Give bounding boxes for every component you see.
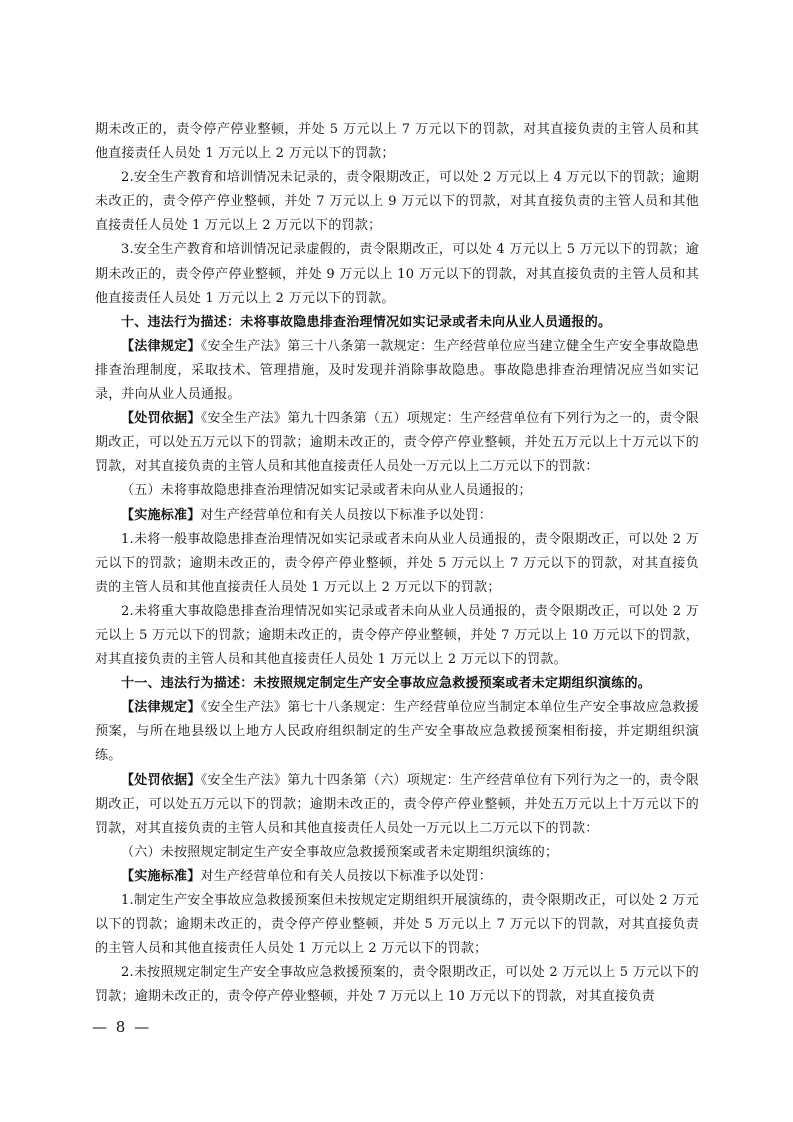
paragraph-text: 3.安全生产教育和培训情况记录虚假的，责令限期改正，可以处 4 万元以上 5 万元以下的罚款；逾期未改正的，责令停产停业整顿，并处 9 万元以上 10 万元以下的罚款，对其直接负责的主管人员和其他直接责任人员处 1 万元以上 2 万元以下的罚款。 xyxy=(95,242,699,306)
paragraph-text: 1.制定生产安全事故应急救援预案但未按规定定期组织开展演练的，责令限期改正，可以处 2 万元以下的罚款；逾期未改正的，责令停产停业整顿，并处 5 万元以上 7 万元以下的罚款，对其直接负责的主管人员和其他直接责任人员处 1 万元以上 2 万元以下的罚款； xyxy=(95,893,699,957)
paragraph-text: 期未改正的，责令停产停业整顿，并处 5 万元以上 7 万元以下的罚款，对其直接负责的主管人员和其他直接责任人员处 1 万元以上 2 万元以下的罚款； xyxy=(95,122,699,162)
tagged-paragraph xyxy=(95,696,699,768)
paragraph-text: 对生产经营单位和有关人员按以下标准予以处罚： xyxy=(200,868,493,884)
paragraph xyxy=(95,961,699,1009)
paragraph-text: 《安全生产法》第七十八条规定：生产经营单位应当制定本单位生产安全事故应急救援预案，与所在地县级以上地方人民政府组织制定的生产安全事故应急救援预案相衔接，并定期组织演练。 xyxy=(95,700,699,764)
section-heading xyxy=(95,672,699,696)
paragraph xyxy=(95,600,699,672)
paragraph xyxy=(95,889,699,961)
paragraph-text: 1.未将一般事故隐患排查治理情况如实记录或者未向从业人员通报的，责令限期改正，可以处 2 万元以下的罚款；逾期未改正的，责令停产停业整顿，并处 5 万元以上 7 万元以下的罚款，对其直接负责的主管人员和其他直接责任人员处 1 万元以上 2 万元以下的罚款； xyxy=(95,531,699,595)
section-heading xyxy=(95,311,699,335)
tagged-paragraph xyxy=(95,504,699,528)
paragraph-tag: 【处罚依据】 xyxy=(121,772,201,788)
paragraph xyxy=(95,238,699,310)
paragraph-text: （六）未按照规定制定生产安全事故应急救援预案或者未定期组织演练的； xyxy=(121,844,559,860)
paragraph xyxy=(95,841,699,865)
paragraph-text: （五）未将事故隐患排查治理情况如实记录或者未向从业人员通报的； xyxy=(121,483,532,499)
tagged-paragraph xyxy=(95,865,699,889)
paragraph xyxy=(95,528,699,600)
paragraph-text: 《安全生产法》第九十四条第（六）项规定：生产经营单位有下列行为之一的，责令限期改正，可以处五万元以下的罚款；逾期未改正的，责令停产停业整顿，并处五万元以上十万元以下的罚款，对其直接负责的主管人员和其他直接责任人员处一万元以上二万元以下的罚款： xyxy=(95,772,699,836)
paragraph-text: 《安全生产法》第九十四条第（五）项规定：生产经营单位有下列行为之一的，责令限期改正，可以处五万元以下的罚款；逾期未改正的，责令停产停业整顿，并处五万元以上十万元以下的罚款，对其直接负责的主管人员和其他直接责任人员处一万元以上二万元以下的罚款： xyxy=(95,411,699,475)
paragraph-tag: 【法律规定】 xyxy=(121,700,201,716)
paragraph-text: 2.未按照规定制定生产安全事故应急救援预案的，责令限期改正，可以处 2 万元以上 5 万元以下的罚款；逾期未改正的，责令停产停业整顿，并处 7 万元以上 10 万元以下的罚款，对其直接负责 xyxy=(95,965,699,1005)
tagged-paragraph xyxy=(95,335,699,407)
paragraph-tag: 【处罚依据】 xyxy=(121,411,201,427)
paragraph-text: 对生产经营单位和有关人员按以下标准予以处罚： xyxy=(200,507,493,523)
paragraph-text: 2.安全生产教育和培训情况未记录的，责令限期改正，可以处 2 万元以上 4 万元以下的罚款；逾期未改正的，责令停产停业整顿，并处 7 万元以上 9 万元以下的罚款，对其直接负责的主管人员和其他直接责任人员处 1 万元以上 2 万元以下的罚款； xyxy=(95,170,699,234)
paragraph-text: 《安全生产法》第三十八条第一款规定：生产经营单位应当建立健全生产安全事故隐患排查治理制度，采取技术、管理措施，及时发现并消除事故隐患。事故隐患排查治理情况应当如实记录，并向从业人员通报。 xyxy=(95,338,699,403)
paragraph xyxy=(95,166,699,238)
paragraph-tag: 【法律规定】 xyxy=(121,338,201,354)
paragraph-tag: 【实施标准】 xyxy=(121,868,201,884)
paragraph-text: 十、违法行为描述：未将事故隐患排查治理情况如实记录或者未向从业人员通报的。 xyxy=(121,314,612,330)
paragraph xyxy=(95,479,699,503)
paragraph-continuation xyxy=(95,118,699,166)
paragraph-text: 十一、违法行为描述：未按照规定制定生产安全事故应急救援预案或者未定期组织演练的。 xyxy=(121,676,652,692)
tagged-paragraph xyxy=(95,407,699,479)
paragraph-tag: 【实施标准】 xyxy=(121,507,201,523)
paragraph-text: 2.未将重大事故隐患排查治理情况如实记录或者未向从业人员通报的，责令限期改正，可以处 2 万元以上 5 万元以下的罚款；逾期未改正的，责令停产停业整顿，并处 7 万元以上 10 万元以下的罚款，对其直接负责的主管人员和其他直接责任人员处 1 万元以上 2 万元以下的罚款。 xyxy=(95,603,699,668)
page-number: — 8 — xyxy=(92,1018,152,1036)
tagged-paragraph xyxy=(95,769,699,841)
document-body xyxy=(95,118,699,1009)
